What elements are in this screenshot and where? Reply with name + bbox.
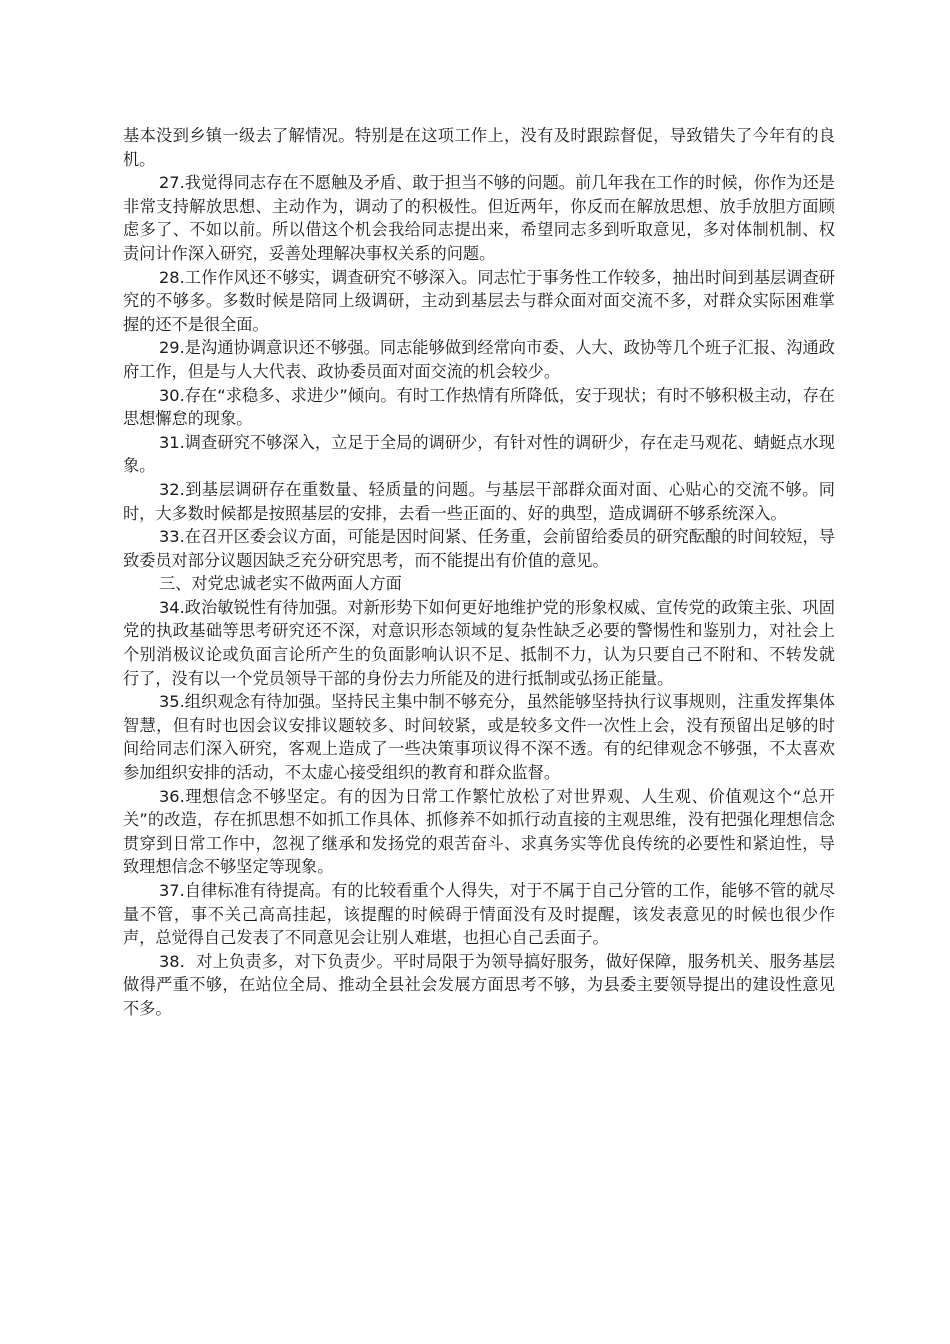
paragraph-item-37: 37.自律标准有待提高。有的比较看重个人得失，对于不属于自己分管的工作，能够不管的就尽量不管，事不关己高高挂起，该提醒的时候碍于情面没有及时提醒，该发表意见的时候也很少作声，总觉得自己发表了不同意见会让别人难堪，也担心自己丢面子。 [123, 881, 835, 948]
paragraph-item-30: 30.存在“求稳多、求进少”倾向。有时工作热情有所降低，安于现状；有时不够积极主动，存在思想懈怠的现象。 [123, 385, 835, 429]
paragraph-item-27: 27.我觉得同志存在不愿触及矛盾、敢于担当不够的问题。前几年我在工作的时候，你作为还是非常支持解放思想、主动作为，调动了的积极性。但近两年，你反而在解放思想、放手放胆方面顾虑多了、不如以前。所以借这个机会我给同志提出来，希望同志多到听取意见，多对体制机制、权责问计作深入研究，妥善处理解决事权关系的问题。 [123, 173, 835, 263]
paragraph-item-32: 32.到基层调研存在重数量、轻质量的问题。与基层干部群众面对面、心贴心的交流不够。同时，大多数时候都是按照基层的安排，去看一些正面的、好的典型，造成调研不够系统深入。 [123, 479, 835, 523]
paragraph-continuation: 基本没到乡镇一级去了解情况。特别是在这项工作上，没有及时跟踪督促，导致错失了今年有的良机。 [123, 126, 835, 169]
paragraph-item-38: 38．对上负责多，对下负责少。平时局限于为领导搞好服务，做好保障，服务机关、服务基层做得严重不够，在站位全局、推动全县社会发展方面思考不够，为县委主要领导提出的建设性意见不多。 [123, 951, 835, 1018]
paragraph-item-34: 34.政治敏锐性有待加强。对新形势下如何更好地维护党的形象权威、宣传党的政策主张、巩固党的执政基础等思考研究还不深，对意识形态领域的复杂性缺乏必要的警惕性和鉴别力，对社会上个别消极议论或负面言论所产生的负面影响认识不足、抵制不力，认为只要自己不附和、不转发就行了，没有以一个党员领导干部的身份去力所能及的进行抵制或弘扬正能量。 [123, 597, 835, 688]
paragraph-item-31: 31.调查研究不够深入，立足于全局的调研少，有针对性的调研少，存在走马观花、蜻蜓点水现象。 [123, 432, 835, 476]
paragraph-item-29: 29.是沟通协调意识还不够强。同志能够做到经常向市委、人大、政协等几个班子汇报、沟通政府工作，但是与人大代表、政协委员面对面交流的机会较少。 [123, 338, 835, 381]
paragraph-item-36: 36.理想信念不够坚定。有的因为日常工作繁忙放松了对世界观、人生观、价值观这个“总开关”的改造，存在抓思想不如抓工作具体、抓修养不如抓行动直接的主观思维，没有把强化理想信念贯穿到日常工作中，忽视了继承和发扬党的艰苦奋斗、求真务实等优良传统的必要性和紧迫性，导致理想信念不够坚定等现象。 [123, 786, 835, 877]
paragraph-item-28: 28.工作作风还不够实，调查研究不够深入。同志忙于事务性工作较多，抽出时间到基层调查研究的不够多。多数时候是陪同上级调研，主动到基层去与群众面对面交流不多，对群众实际困难掌握的还不是很全面。 [123, 267, 835, 334]
section-heading: 三、对党忠诚老实不做两面人方面 [159, 574, 402, 594]
document-body [123, 124, 835, 1021]
paragraph-item-33: 33.在召开区委会议方面，可能是因时间紧、任务重，会前留给委员的研究酝酿的时间较短，导致委员对部分议题因缺乏充分研究思考，而不能提出有价值的意见。 [123, 527, 835, 570]
paragraph-item-35: 35.组织观念有待加强。坚持民主集中制不够充分，虽然能够坚持执行议事规则，注重发挥集体智慧，但有时也因会议安排议题较多、时间较紧，或是较多文件一次性上会，没有预留出足够的时间给同志们深入研究，客观上造成了一些决策事项议得不深不透。有的纪律观念不够强，不太喜欢参加组织安排的活动，不太虚心接受组织的教育和群众监督。 [123, 692, 835, 783]
